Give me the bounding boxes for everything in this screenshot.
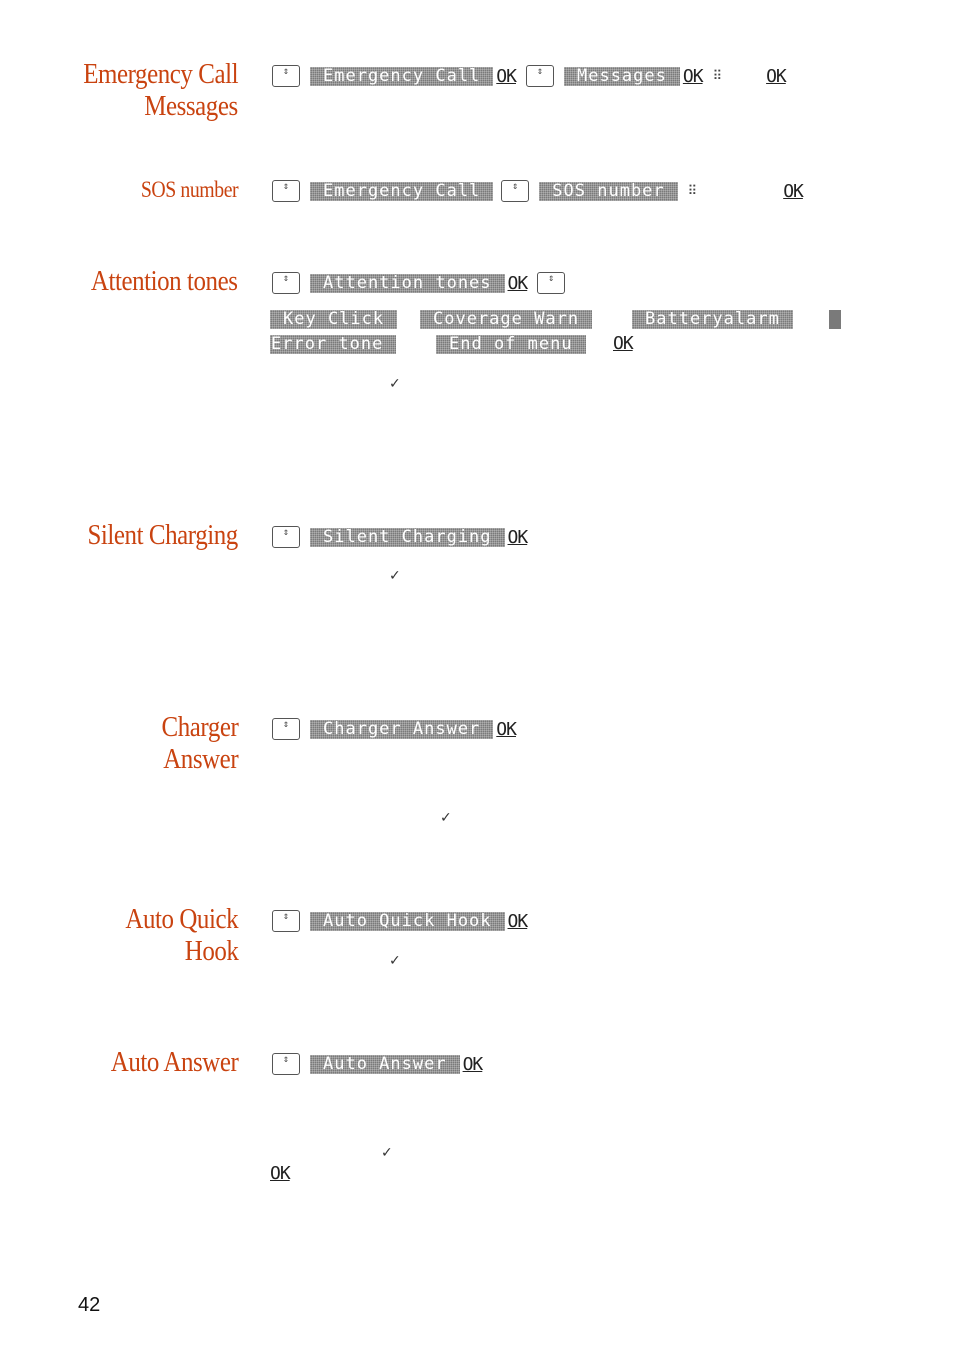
heading-auto-quick: Auto Quick (125, 903, 238, 935)
step-silent-charging (272, 525, 531, 549)
heading-sos-number: SOS number (140, 177, 238, 202)
lcd-sos-number: SOS number (539, 182, 677, 201)
lcd-emergency-call: Emergency Call (310, 67, 493, 86)
ok-key: OK (496, 65, 516, 87)
ok-key: OK (766, 65, 786, 87)
checkmark-icon: ✓ (389, 953, 401, 969)
lcd-attention-tones: Attention tones (310, 274, 505, 293)
step-sos-number (272, 179, 807, 203)
lcd-auto-answer: Auto Answer (310, 1055, 460, 1074)
checkmark-icon: ✓ (440, 810, 452, 826)
navigation-key-icon: ⇕ (272, 180, 300, 202)
checkmark-icon: ✓ (389, 376, 401, 392)
lcd-emergency-call: Emergency Call (310, 182, 493, 201)
navigation-key-icon: ⇕ (272, 1053, 300, 1075)
keypad-icon: ⠿ (687, 183, 698, 199)
navigation-key-icon: ⇕ (272, 718, 300, 740)
step-auto-answer (272, 1052, 486, 1076)
navigation-key-icon: ⇕ (272, 910, 300, 932)
ok-key: OK (270, 1163, 290, 1184)
lcd-messages: Messages (564, 67, 680, 86)
checkmark-icon: ✓ (381, 1145, 393, 1161)
lcd-silent-charging: Silent Charging (310, 528, 505, 547)
ok-key: OK (507, 910, 528, 932)
navigation-key-icon: ⇕ (501, 180, 529, 202)
heading-attention-tones: Attention tones (91, 265, 238, 297)
heading-messages: Messages (144, 90, 238, 122)
ok-key: OK (507, 526, 528, 548)
step-auto-quick-hook (272, 909, 531, 933)
step-charger-answer (272, 717, 520, 741)
navigation-key-icon: ⇕ (537, 272, 565, 294)
heading-emergency-call: Emergency Call (83, 58, 238, 90)
navigation-key-icon: ⇕ (272, 272, 300, 294)
heading-answer: Answer (163, 743, 238, 775)
step-emergency-messages (272, 64, 790, 88)
ok-key: OK (496, 718, 516, 740)
lcd-batteryalarm: Batteryalarm (632, 310, 793, 329)
lcd-key-click: Key Click (270, 310, 397, 329)
keypad-icon: ⠿ (712, 68, 723, 84)
page-number: 42 (78, 1294, 101, 1316)
ok-key: OK (613, 333, 633, 354)
ok-key: OK (462, 1053, 483, 1075)
navigation-key-icon: ⇕ (272, 526, 300, 548)
lcd-end-of-menu: End of menu (436, 335, 586, 354)
checkmark-icon: ✓ (389, 568, 401, 584)
heading-hook: Hook (184, 935, 238, 967)
lcd-cursor-block (829, 310, 841, 329)
heading-auto-answer: Auto Answer (110, 1046, 238, 1078)
lcd-auto-quick-hook: Auto Quick Hook (310, 912, 505, 931)
ok-key: OK (783, 180, 803, 202)
navigation-key-icon: ⇕ (526, 65, 554, 87)
step-attention-tones (272, 271, 575, 295)
lcd-error-tone: Error tone (270, 335, 396, 354)
ok-key: OK (682, 65, 703, 87)
ok-key: OK (507, 272, 528, 294)
heading-charger: Charger (161, 711, 238, 743)
heading-silent-charging: Silent Charging (87, 519, 238, 551)
navigation-key-icon: ⇕ (272, 65, 300, 87)
lcd-charger-answer: Charger Answer (310, 720, 493, 739)
lcd-coverage-warn: Coverage Warn (420, 310, 592, 329)
